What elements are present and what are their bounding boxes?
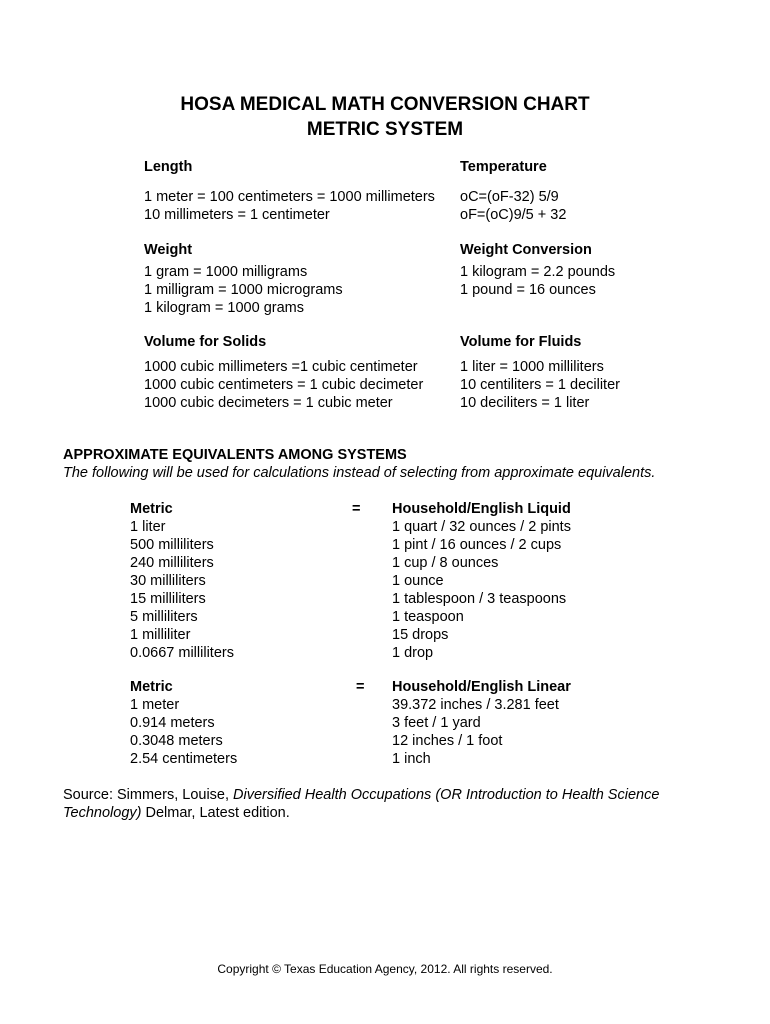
volume-fluids-line: 1 liter = 1000 milliliters [460, 359, 604, 375]
table-cell: 1 cup / 8 ounces [392, 555, 499, 571]
volume-fluids-heading: Volume for Fluids [460, 334, 582, 350]
volume-solids-line: 1000 cubic centimeters = 1 cubic decimeter [144, 377, 424, 393]
table-cell: 1 drop [392, 645, 434, 661]
weight-conversion-list [460, 263, 615, 299]
volume-solids-heading: Volume for Solids [144, 334, 267, 350]
table-cell: 0.914 meters [130, 715, 215, 731]
weight-conversion-heading: Weight Conversion [460, 242, 592, 258]
length-list [144, 188, 435, 224]
liquid-household-header: Household/English Liquid [392, 501, 571, 517]
weight-heading: Weight [144, 242, 193, 258]
length-heading: Length [144, 159, 193, 175]
table-cell: 1 liter [130, 519, 166, 535]
table-cell: 0.0667 milliliters [130, 645, 234, 661]
table-cell: 2.54 centimeters [130, 751, 238, 767]
table-cell: 500 milliliters [130, 537, 214, 553]
volume-fluids-list [460, 358, 620, 412]
linear-household-header: Household/English Linear [392, 679, 571, 695]
table-cell: 1 inch [392, 751, 431, 767]
table-cell: 12 inches / 1 foot [392, 733, 503, 749]
volume-solids-line: 1000 cubic decimeters = 1 cubic meter [144, 395, 393, 411]
weight-line: 1 gram = 1000 milligrams [144, 264, 308, 280]
linear-metric-column [130, 696, 237, 768]
liquid-household-column [392, 518, 571, 662]
volume-fluids-line: 10 centiliters = 1 deciliter [460, 377, 620, 393]
table-cell: 1 tablespoon / 3 teaspoons [392, 591, 567, 607]
table-cell: 1 meter [130, 697, 180, 713]
table-cell: 1 teaspoon [392, 609, 464, 625]
linear-household-column [392, 696, 559, 768]
table-cell: 0.3048 meters [130, 733, 223, 749]
equivalents-heading: APPROXIMATE EQUIVALENTS AMONG SYSTEMS [63, 447, 407, 463]
source-citation [63, 786, 713, 822]
weight-conversion-line: 1 kilogram = 2.2 pounds [460, 264, 616, 280]
weight-line: 1 milligram = 1000 micrograms [144, 282, 343, 298]
source-suffix: Delmar, Latest edition. [141, 805, 290, 821]
page-title: HOSA MEDICAL MATH CONVERSION CHART [180, 94, 590, 115]
volume-solids-list [144, 358, 423, 412]
length-line: 10 millimeters = 1 centimeter [144, 207, 330, 223]
linear-equals-sign: = [356, 679, 365, 695]
length-line: 1 meter = 100 centimeters = 1000 millimeters [144, 189, 435, 205]
temperature-line: oF=(oC)9/5 + 32 [460, 207, 567, 223]
table-cell: 1 pint / 16 ounces / 2 cups [392, 537, 562, 553]
temperature-heading: Temperature [460, 159, 547, 175]
linear-metric-header: Metric [130, 679, 173, 695]
volume-fluids-line: 10 deciliters = 1 liter [460, 395, 590, 411]
weight-conversion-line: 1 pound = 16 ounces [460, 282, 596, 298]
temperature-list [460, 188, 566, 224]
temperature-line: oC=(oF-32) 5/9 [460, 189, 559, 205]
table-cell: 15 drops [392, 627, 449, 643]
equivalents-note: The following will be used for calculations instead of selecting from approximate equivalents. [63, 465, 656, 481]
table-cell: 30 milliliters [130, 573, 206, 589]
table-cell: 3 feet / 1 yard [392, 715, 481, 731]
liquid-metric-header: Metric [130, 501, 173, 517]
table-cell: 15 milliliters [130, 591, 206, 607]
volume-solids-line: 1000 cubic millimeters =1 cubic centimeter [144, 359, 418, 375]
source-title: Diversified Health Occupations (OR Introduction to Health Science Technology) [63, 787, 660, 821]
table-cell: 1 ounce [392, 573, 444, 589]
page-subtitle: METRIC SYSTEM [306, 119, 464, 140]
table-cell: 240 milliliters [130, 555, 214, 571]
weight-line: 1 kilogram = 1000 grams [144, 300, 304, 316]
table-cell: 1 milliliter [130, 627, 191, 643]
table-cell: 5 milliliters [130, 609, 198, 625]
liquid-equals-sign: = [352, 501, 361, 517]
weight-list [144, 263, 343, 317]
table-cell: 1 quart / 32 ounces / 2 pints [392, 519, 571, 535]
liquid-metric-column [130, 518, 234, 662]
table-cell: 39.372 inches / 3.281 feet [392, 697, 559, 713]
source-prefix: Source: Simmers, Louise, [63, 787, 234, 803]
copyright-notice: Copyright © Texas Education Agency, 2012. All rights reserved. [217, 962, 553, 976]
